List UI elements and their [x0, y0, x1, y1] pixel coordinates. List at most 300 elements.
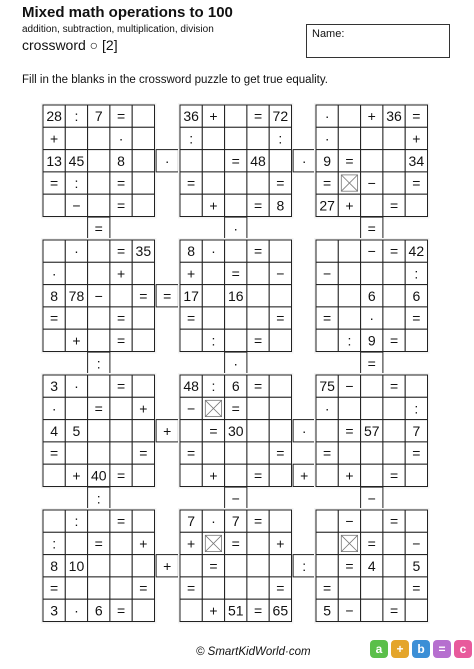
cell-text: :	[278, 130, 283, 147]
cell-text: ·	[301, 152, 307, 169]
cell-text: =	[253, 467, 263, 484]
cell-text: 4	[367, 557, 376, 574]
cell-text: =	[231, 400, 240, 417]
puzzle-3-cell-1-1[interactable]	[65, 262, 87, 284]
cell-text: =	[345, 422, 354, 439]
puzzle-1-cell-1-3[interactable]	[247, 127, 269, 149]
puzzle-8-cell-4-0[interactable]	[316, 464, 338, 486]
cell-text: =	[253, 332, 263, 349]
puzzle-8-cell-1-2[interactable]	[361, 397, 383, 419]
cell-text: =	[231, 535, 240, 552]
cell-text: 6	[412, 287, 421, 304]
puzzle-1-cell-2-4[interactable]	[269, 150, 291, 172]
puzzle-3-cell-0-0[interactable]	[43, 240, 65, 262]
puzzle-2-cell-2-3[interactable]	[383, 150, 405, 172]
cell-text: =	[116, 243, 126, 260]
cell-text: ·	[324, 130, 330, 147]
puzzle-9-cell-2-3[interactable]	[110, 555, 132, 577]
puzzle-8-cell-3-3[interactable]	[383, 442, 405, 464]
cell-text: =	[50, 445, 59, 462]
puzzle-6-cell-1-1[interactable]	[65, 397, 87, 419]
cell-text: =	[187, 175, 196, 192]
puzzle-3-cell-3-1[interactable]	[65, 307, 87, 329]
cell-text: =	[94, 535, 103, 552]
cell-text: =	[116, 378, 126, 395]
cell-text: 6	[231, 378, 240, 395]
cell-text: =	[323, 175, 332, 192]
puzzle-0-cell-4-4[interactable]	[132, 194, 154, 216]
puzzle-1-cell-4-0[interactable]	[180, 194, 202, 216]
cell-text: =	[94, 400, 103, 417]
cell-text: 7	[94, 108, 103, 125]
puzzle-3-cell-4-4[interactable]	[132, 329, 154, 351]
cell-text: +	[209, 108, 218, 125]
cell-text: ·	[74, 378, 79, 395]
puzzle-2-cell-1-3[interactable]	[383, 127, 405, 149]
cell-text: 9	[367, 332, 376, 349]
puzzle-2-cell-0-1[interactable]	[338, 105, 360, 127]
puzzle-3-cell-1-2[interactable]	[88, 262, 110, 284]
cell-text: =	[253, 602, 263, 619]
puzzle-4-cell-2-1[interactable]	[202, 285, 224, 307]
puzzle-11-cell-0-0[interactable]	[316, 510, 338, 532]
cell-text: 17	[183, 287, 199, 304]
puzzle-10-cell-3-3[interactable]	[247, 577, 269, 599]
cell-text: 40	[90, 467, 107, 484]
cell-text: 28	[46, 108, 62, 125]
cell-text: ·	[118, 130, 124, 147]
puzzle-2-cell-1-2[interactable]	[361, 127, 383, 149]
cell-text: =	[187, 310, 196, 327]
cell-text: :	[211, 332, 216, 349]
cell-text: −	[367, 243, 376, 260]
cell-text: =	[116, 513, 126, 530]
cell-text: =	[116, 602, 126, 619]
puzzle-7-cell-3-1[interactable]	[202, 442, 224, 464]
cell-text: =	[367, 220, 376, 237]
puzzle-6-cell-2-2[interactable]	[88, 420, 110, 442]
puzzle-9-cell-3-2[interactable]	[88, 577, 110, 599]
puzzle-0-cell-3-2[interactable]	[88, 172, 110, 194]
puzzle-11-cell-3-3[interactable]	[383, 577, 405, 599]
cell-text: −	[231, 490, 240, 507]
cell-text: 7	[231, 513, 240, 530]
cell-text: 7	[187, 513, 196, 530]
cell-text: +	[139, 400, 148, 417]
puzzle-5-cell-3-1[interactable]	[338, 307, 360, 329]
cell-text: −	[323, 265, 332, 282]
cell-text: 7	[412, 422, 421, 439]
puzzle-4-cell-3-1[interactable]	[202, 307, 224, 329]
puzzle-7-cell-2-0[interactable]	[180, 420, 202, 442]
puzzle-10-cell-2-0[interactable]	[180, 555, 202, 577]
puzzle-3-cell-4-2[interactable]	[88, 329, 110, 351]
puzzle-2-cell-3-3[interactable]	[383, 172, 405, 194]
cell-text: +	[276, 535, 285, 552]
puzzle-8-cell-2-0[interactable]	[316, 420, 338, 442]
cell-text: 13	[46, 152, 62, 169]
puzzle-3-cell-0-2[interactable]	[88, 240, 110, 262]
brand-logo	[370, 640, 472, 658]
cell-text: =	[367, 535, 376, 552]
cell-text: −	[94, 287, 103, 304]
puzzle-8-cell-4-2[interactable]	[361, 464, 383, 486]
puzzle-9-cell-0-2[interactable]	[88, 510, 110, 532]
cell-text: =	[253, 243, 263, 260]
cell-text: ·	[324, 400, 330, 417]
puzzle-8-cell-4-4[interactable]	[405, 464, 427, 486]
cell-text: =	[323, 310, 332, 327]
puzzle-5-cell-4-4[interactable]	[405, 329, 427, 351]
cell-text: 5	[323, 602, 332, 619]
cell-text: 8	[50, 287, 59, 304]
cell-text: ·	[74, 602, 79, 619]
puzzle-6-cell-3-2[interactable]	[88, 442, 110, 464]
puzzle-10-cell-4-0[interactable]	[180, 599, 202, 621]
instructions: Fill in the blanks in the crossword puzzle to get true equality.	[22, 74, 328, 86]
cell-text: 4	[50, 422, 59, 439]
cell-text: :	[414, 400, 419, 417]
cell-text: 42	[408, 243, 425, 260]
puzzle-6-cell-0-4[interactable]	[132, 375, 154, 397]
puzzle-9-cell-3-1[interactable]	[65, 577, 87, 599]
cell-text: +	[345, 467, 354, 484]
cell-text: =	[367, 355, 376, 372]
puzzle-10-cell-3-2[interactable]	[225, 577, 247, 599]
puzzle-5-cell-0-0[interactable]	[316, 240, 338, 262]
cell-text: −	[345, 513, 354, 530]
puzzle-11-cell-0-2[interactable]	[361, 510, 383, 532]
puzzle-0-cell-1-2[interactable]	[88, 127, 110, 149]
puzzle-9-cell-4-4[interactable]	[132, 599, 154, 621]
puzzle-6-cell-0-2[interactable]	[88, 375, 110, 397]
cell-text: =	[276, 445, 285, 462]
puzzle-6-cell-3-1[interactable]	[65, 442, 87, 464]
cell-text: =	[116, 310, 126, 327]
puzzle-7-cell-1-3[interactable]	[247, 397, 269, 419]
cell-text: 8	[187, 243, 196, 260]
cell-text: 72	[272, 108, 289, 125]
puzzle-7-cell-0-4[interactable]	[269, 375, 291, 397]
puzzle-8-cell-1-1[interactable]	[338, 397, 360, 419]
puzzle-4-cell-0-2[interactable]	[225, 240, 247, 262]
puzzle-4-cell-4-2[interactable]	[225, 329, 247, 351]
puzzle-0-cell-2-4[interactable]	[132, 150, 154, 172]
cell-text: 34	[408, 152, 425, 169]
cell-text: =	[276, 580, 285, 597]
puzzle-2-cell-4-2[interactable]	[361, 194, 383, 216]
puzzle-1-cell-3-2[interactable]	[225, 172, 247, 194]
cell-text: =	[94, 220, 103, 237]
puzzle-7-cell-3-3[interactable]	[247, 442, 269, 464]
logo-tile-0: a	[370, 640, 388, 658]
cell-text: =	[412, 580, 421, 597]
cell-text: ·	[233, 220, 239, 237]
cell-text: 5	[412, 557, 421, 574]
cell-text: +	[72, 467, 81, 484]
puzzle-10-cell-0-4[interactable]	[269, 510, 291, 532]
cell-text: 6	[94, 602, 103, 619]
puzzle-7-cell-4-0[interactable]	[180, 464, 202, 486]
puzzle-1-cell-1-1[interactable]	[202, 127, 224, 149]
puzzle-7-cell-1-4[interactable]	[269, 397, 291, 419]
puzzle-5-cell-4-0[interactable]	[316, 329, 338, 351]
cell-text: +	[412, 130, 421, 147]
cell-text: :	[96, 490, 101, 507]
cell-text: =	[412, 310, 421, 327]
puzzle-5-cell-2-1[interactable]	[338, 285, 360, 307]
puzzle-5-cell-1-3[interactable]	[383, 262, 405, 284]
puzzle-0-cell-4-0[interactable]	[43, 194, 65, 216]
puzzle-8-cell-3-2[interactable]	[361, 442, 383, 464]
puzzle-11-cell-2-3[interactable]	[383, 555, 405, 577]
puzzle-9-cell-1-1[interactable]	[65, 532, 87, 554]
cell-text: +	[187, 265, 196, 282]
cell-text: 51	[227, 602, 244, 619]
cell-text: −	[345, 602, 354, 619]
cell-text: :	[189, 130, 194, 147]
puzzle-8-cell-3-1[interactable]	[338, 442, 360, 464]
cell-text: 36	[386, 108, 402, 125]
puzzle-10-cell-2-3[interactable]	[247, 555, 269, 577]
cell-text: :	[74, 513, 79, 530]
cell-text: =	[389, 243, 399, 260]
cell-text: 16	[227, 287, 244, 304]
puzzle-2-cell-4-4[interactable]	[405, 194, 427, 216]
puzzle-4-cell-1-1[interactable]	[202, 262, 224, 284]
puzzle-1-cell-2-1[interactable]	[202, 150, 224, 172]
cell-text: =	[253, 108, 263, 125]
puzzle-5-cell-0-1[interactable]	[338, 240, 360, 262]
puzzle-11-cell-4-4[interactable]	[405, 599, 427, 621]
cell-text: =	[253, 378, 263, 395]
puzzle-9-cell-2-4[interactable]	[132, 555, 154, 577]
cell-text: =	[253, 197, 263, 214]
puzzle-11-cell-1-3[interactable]	[383, 532, 405, 554]
puzzle-11-cell-4-2[interactable]	[361, 599, 383, 621]
cell-text: =	[116, 197, 126, 214]
cell-text: +	[209, 467, 218, 484]
puzzle-8-cell-0-4[interactable]	[405, 375, 427, 397]
copyright-text: © SmartKidWorld·com	[196, 646, 311, 658]
puzzle-3-cell-2-3[interactable]	[110, 285, 132, 307]
puzzle-4-cell-3-2[interactable]	[225, 307, 247, 329]
puzzle-0-cell-0-4[interactable]	[132, 105, 154, 127]
cell-text: :	[211, 378, 216, 395]
cell-text: +	[345, 197, 354, 214]
puzzle-1-cell-3-3[interactable]	[247, 172, 269, 194]
cell-text: 8	[276, 197, 285, 214]
puzzle-3-cell-3-4[interactable]	[132, 307, 154, 329]
cell-text: −	[412, 535, 421, 552]
puzzle-6-cell-4-0[interactable]	[43, 464, 65, 486]
cell-text: −	[367, 490, 376, 507]
cell-text: 8	[117, 152, 125, 169]
logo-tile-4: c	[454, 640, 472, 658]
puzzle-11-cell-2-0[interactable]	[316, 555, 338, 577]
cell-text: 5	[72, 422, 81, 439]
puzzle-2-cell-1-1[interactable]	[338, 127, 360, 149]
logo-tile-3: =	[433, 640, 451, 658]
puzzle-11-cell-3-1[interactable]	[338, 577, 360, 599]
puzzle-6-cell-2-3[interactable]	[110, 420, 132, 442]
page-title: Mixed math operations to 100	[22, 4, 233, 21]
puzzle-8-cell-2-3[interactable]	[383, 420, 405, 442]
puzzle-1-cell-2-0[interactable]	[180, 150, 202, 172]
cell-text: −	[367, 175, 376, 192]
cell-text: =	[116, 332, 126, 349]
cell-text: =	[412, 175, 421, 192]
cell-text: 48	[250, 152, 266, 169]
puzzle-9-cell-3-3[interactable]	[110, 577, 132, 599]
cell-text: +	[163, 557, 172, 574]
cell-text: ·	[211, 513, 216, 530]
puzzle-5-cell-2-0[interactable]	[316, 285, 338, 307]
cell-text: :	[302, 557, 307, 574]
puzzle-0-cell-4-2[interactable]	[88, 194, 110, 216]
puzzle-1-cell-4-2[interactable]	[225, 194, 247, 216]
cell-text: =	[345, 152, 354, 169]
cell-text: +	[50, 130, 59, 147]
puzzle-0-cell-1-4[interactable]	[132, 127, 154, 149]
cell-text: =	[389, 197, 399, 214]
cell-text: =	[389, 332, 399, 349]
name-label: Name:	[312, 28, 345, 40]
cell-text: ·	[74, 243, 79, 260]
cell-text: :	[74, 108, 79, 125]
cell-text: =	[139, 287, 148, 304]
cell-text: 10	[68, 557, 85, 574]
cell-text: =	[209, 422, 218, 439]
puzzle-4-cell-4-4[interactable]	[269, 329, 291, 351]
cell-text: =	[412, 445, 421, 462]
cell-text: 48	[183, 378, 199, 395]
cell-text: 3	[50, 602, 59, 619]
puzzle-7-cell-4-2[interactable]	[225, 464, 247, 486]
puzzle-3-cell-1-4[interactable]	[132, 262, 154, 284]
puzzle-6-cell-1-3[interactable]	[110, 397, 132, 419]
puzzle-2-cell-2-2[interactable]	[361, 150, 383, 172]
cell-text: =	[412, 108, 421, 125]
puzzle-9-cell-1-3[interactable]	[110, 532, 132, 554]
cell-text: =	[116, 108, 126, 125]
worksheet-variant: crossword ○ [2]	[22, 37, 118, 53]
cell-text: :	[347, 332, 352, 349]
puzzle-4-cell-1-3[interactable]	[247, 262, 269, 284]
puzzle-4-cell-3-3[interactable]	[247, 307, 269, 329]
puzzle-11-cell-3-2[interactable]	[361, 577, 383, 599]
logo-tile-1: +	[391, 640, 409, 658]
cell-text: =	[116, 175, 126, 192]
cell-text: +	[209, 602, 218, 619]
puzzle-6-cell-4-4[interactable]	[132, 464, 154, 486]
cell-text: =	[231, 152, 240, 169]
puzzle-1-cell-0-2[interactable]	[225, 105, 247, 127]
cell-text: =	[389, 602, 399, 619]
puzzle-4-cell-2-4[interactable]	[269, 285, 291, 307]
cell-text: ·	[211, 243, 216, 260]
cell-text: +	[367, 108, 376, 125]
puzzle-10-cell-3-1[interactable]	[202, 577, 224, 599]
puzzle-3-cell-3-2[interactable]	[88, 307, 110, 329]
puzzle-1-cell-1-2[interactable]	[225, 127, 247, 149]
puzzle-9-cell-2-2[interactable]	[88, 555, 110, 577]
puzzle-1-cell-3-1[interactable]	[202, 172, 224, 194]
cell-text: =	[345, 557, 354, 574]
cell-text: 36	[183, 108, 199, 125]
cell-text: 35	[135, 243, 152, 260]
cell-text: ·	[301, 422, 307, 439]
puzzle-11-cell-0-4[interactable]	[405, 510, 427, 532]
cell-text: −	[276, 265, 285, 282]
puzzle-4-cell-0-4[interactable]	[269, 240, 291, 262]
puzzle-11-cell-1-0[interactable]	[316, 532, 338, 554]
puzzle-0-cell-2-2[interactable]	[88, 150, 110, 172]
cell-text: 75	[319, 378, 335, 395]
puzzle-5-cell-2-3[interactable]	[383, 285, 405, 307]
cell-text: −	[345, 378, 354, 395]
puzzle-6-cell-2-4[interactable]	[132, 420, 154, 442]
cell-text: +	[116, 265, 126, 282]
cell-text: =	[50, 175, 59, 192]
puzzle-10-cell-2-2[interactable]	[225, 555, 247, 577]
cell-text: ·	[164, 152, 170, 169]
cell-text: =	[139, 580, 148, 597]
cell-text: :	[74, 175, 79, 192]
puzzle-7-cell-3-2[interactable]	[225, 442, 247, 464]
puzzle-7-cell-2-4[interactable]	[269, 420, 291, 442]
puzzle-4-cell-2-3[interactable]	[247, 285, 269, 307]
puzzle-5-cell-1-1[interactable]	[338, 262, 360, 284]
puzzle-9-cell-0-0[interactable]	[43, 510, 65, 532]
cell-text: 8	[50, 557, 59, 574]
cell-text: ·	[324, 108, 330, 125]
puzzle-5-cell-3-3[interactable]	[383, 307, 405, 329]
puzzle-10-cell-1-3[interactable]	[247, 532, 269, 554]
cell-text: =	[116, 467, 126, 484]
cell-text: ·	[369, 310, 375, 327]
puzzle-0-cell-1-1[interactable]	[65, 127, 87, 149]
cell-text: 30	[227, 422, 244, 439]
page-subtitle: addition, subtraction, multiplication, division	[22, 24, 214, 35]
puzzle-8-cell-0-2[interactable]	[361, 375, 383, 397]
cell-text: 9	[323, 152, 332, 169]
puzzle-5-cell-1-2[interactable]	[361, 262, 383, 284]
puzzle-6-cell-3-3[interactable]	[110, 442, 132, 464]
puzzle-7-cell-2-3[interactable]	[247, 420, 269, 442]
cell-text: =	[276, 175, 285, 192]
puzzle-3-cell-4-0[interactable]	[43, 329, 65, 351]
cell-text: +	[72, 332, 81, 349]
cell-text: =	[276, 310, 285, 327]
cell-text: +	[187, 535, 196, 552]
puzzle-0-cell-3-4[interactable]	[132, 172, 154, 194]
cell-text: =	[231, 265, 240, 282]
cell-text: =	[139, 445, 148, 462]
cell-text: ·	[233, 355, 239, 372]
cell-text: 27	[319, 197, 335, 214]
puzzle-10-cell-2-4[interactable]	[269, 555, 291, 577]
cell-text: 65	[272, 602, 289, 619]
cell-text: 57	[363, 422, 380, 439]
puzzle-8-cell-1-3[interactable]	[383, 397, 405, 419]
puzzle-7-cell-4-4[interactable]	[269, 464, 291, 486]
cell-text: −	[187, 400, 196, 417]
cell-text: =	[323, 580, 332, 597]
puzzle-4-cell-4-0[interactable]	[180, 329, 202, 351]
cell-text: +	[139, 535, 148, 552]
puzzle-9-cell-0-4[interactable]	[132, 510, 154, 532]
